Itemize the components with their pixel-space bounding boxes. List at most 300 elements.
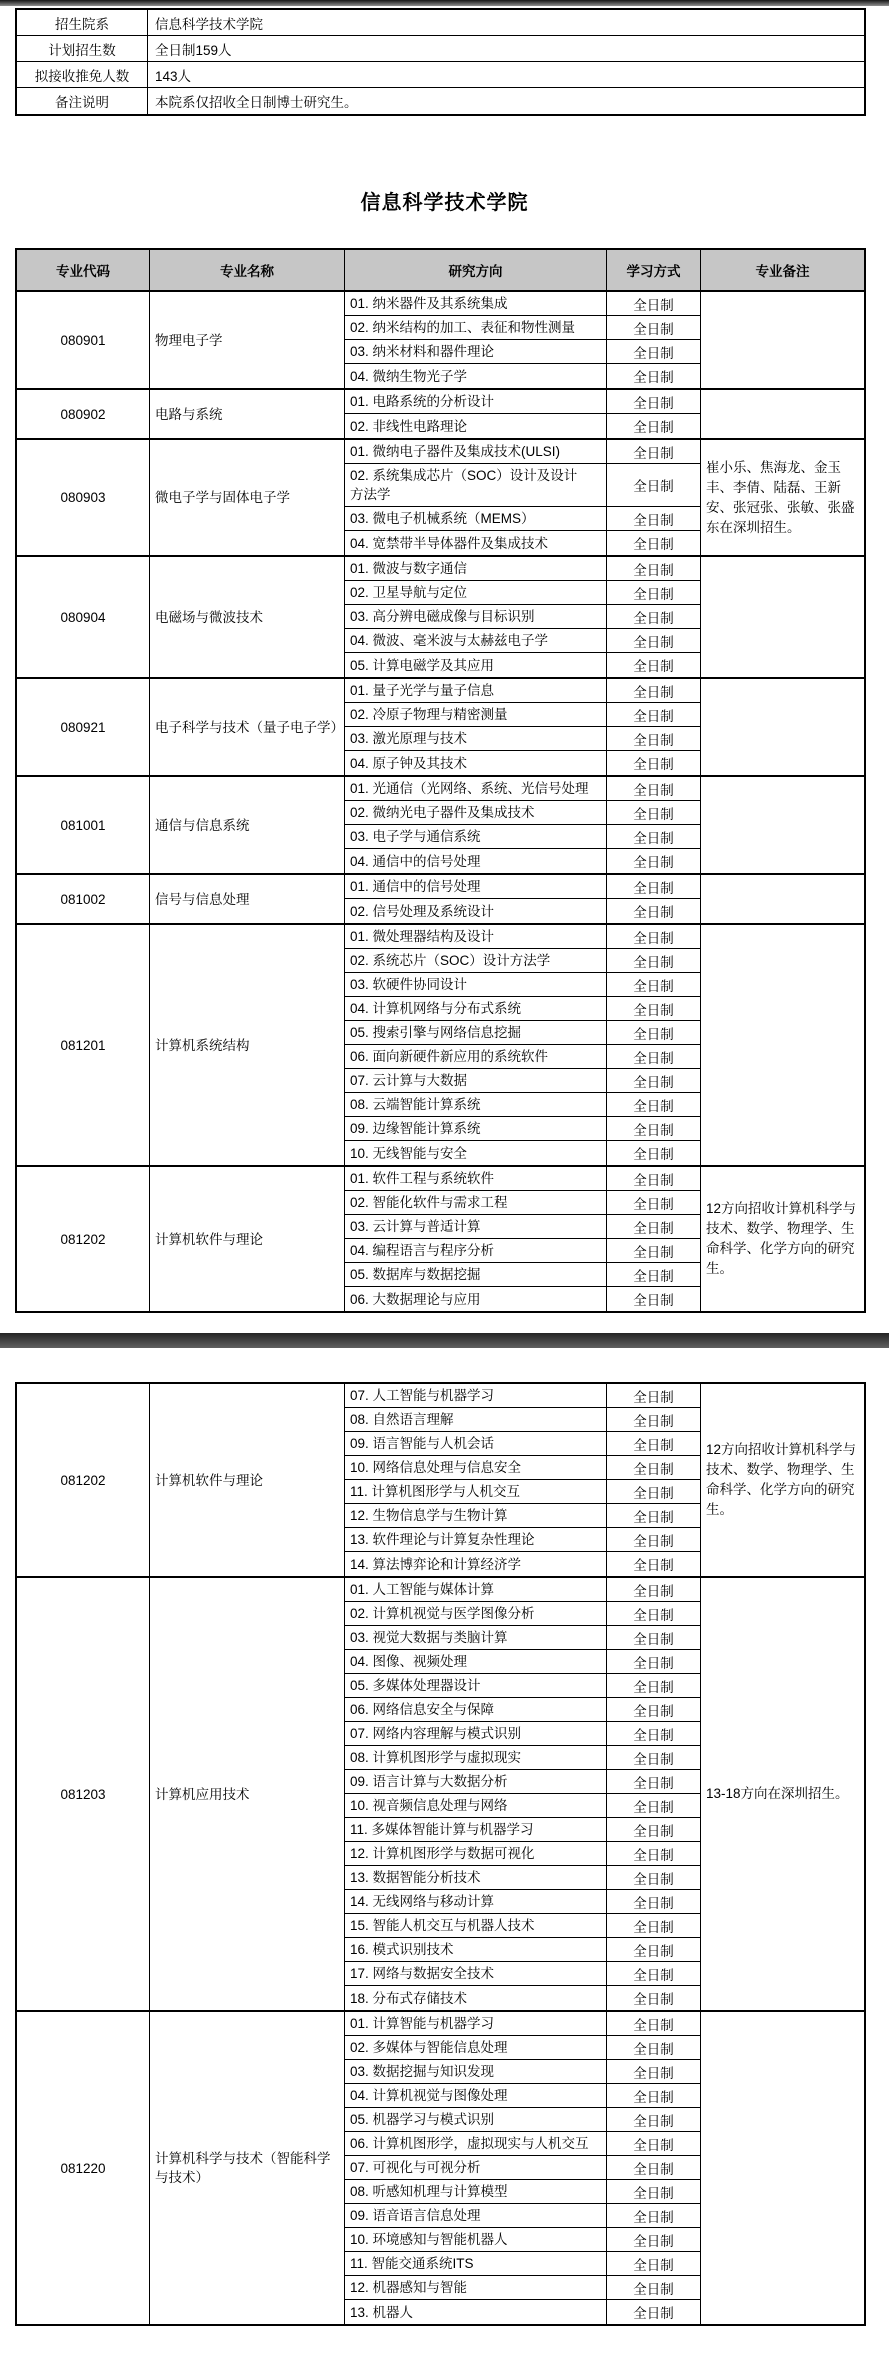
study-mode: 全日制 <box>607 1504 701 1527</box>
study-mode: 全日制 <box>607 1866 701 1889</box>
direction-row <box>345 825 701 849</box>
program-code: 081202 <box>17 1384 150 1576</box>
study-mode: 全日制 <box>607 557 701 580</box>
study-mode: 全日制 <box>607 2036 701 2059</box>
header-row <box>17 250 864 292</box>
study-mode: 全日制 <box>607 507 701 530</box>
direction-row <box>345 1456 701 1480</box>
direction-text: 05. 数据库与数据挖掘 <box>345 1263 607 1286</box>
direction-row <box>345 1552 701 1576</box>
directions <box>345 925 701 1165</box>
direction-row <box>345 679 701 703</box>
direction-text: 01. 软件工程与系统软件 <box>345 1167 607 1190</box>
direction-text: 01. 电路系统的分析设计 <box>345 390 607 413</box>
program-remark <box>701 390 864 438</box>
direction-text: 06. 网络信息安全与保障 <box>345 1698 607 1721</box>
direction-text: 02. 计算机视觉与医学图像分析 <box>345 1602 607 1625</box>
direction-text: 11. 计算机图形学与人机交互 <box>345 1480 607 1503</box>
program-row <box>17 679 864 777</box>
direction-row <box>345 1167 701 1191</box>
programs-table-page2 <box>15 1382 866 2326</box>
direction-text: 12. 机器感知与智能 <box>345 2276 607 2299</box>
program-row <box>17 875 864 925</box>
direction-text: 04. 微波、毫米波与太赫兹电子学 <box>345 629 607 652</box>
direction-row <box>345 1818 701 1842</box>
direction-text: 10. 无线智能与安全 <box>345 1141 607 1165</box>
study-mode: 全日制 <box>607 414 701 438</box>
study-mode: 全日制 <box>607 1794 701 1817</box>
direction-text: 01. 人工智能与媒体计算 <box>345 1578 607 1601</box>
study-mode: 全日制 <box>607 2180 701 2203</box>
direction-text: 18. 分布式存储技术 <box>345 1986 607 2010</box>
page-top-edge <box>0 0 889 6</box>
program-row <box>17 925 864 1167</box>
program-row <box>17 2012 864 2324</box>
direction-text: 01. 通信中的信号处理 <box>345 875 607 898</box>
direction-row <box>345 1045 701 1069</box>
direction-text: 04. 计算机网络与分布式系统 <box>345 997 607 1020</box>
direction-row <box>345 1722 701 1746</box>
info-value: 本院系仅招收全日制博士研究生。 <box>155 95 358 110</box>
direction-row <box>345 1650 701 1674</box>
study-mode: 全日制 <box>607 1384 701 1407</box>
study-mode: 全日制 <box>607 1117 701 1140</box>
direction-row <box>345 1770 701 1794</box>
program-remark <box>701 557 864 677</box>
study-mode: 全日制 <box>607 1528 701 1551</box>
program-code: 081220 <box>17 2012 150 2324</box>
column-header: 专业代码 <box>17 250 150 290</box>
direction-text: 04. 微纳生物光子学 <box>345 364 607 388</box>
study-mode: 全日制 <box>607 899 701 923</box>
direction-text: 03. 高分辨电磁成像与目标识别 <box>345 605 607 628</box>
info-label: 招生院系 <box>17 10 148 35</box>
direction-row <box>345 1432 701 1456</box>
direction-row <box>345 2060 701 2084</box>
direction-text: 02. 卫星导航与定位 <box>345 581 607 604</box>
direction-text: 04. 原子钟及其技术 <box>345 751 607 775</box>
study-mode: 全日制 <box>607 727 701 750</box>
direction-row <box>345 899 701 923</box>
direction-text: 07. 可视化与可视分析 <box>345 2156 607 2179</box>
direction-row <box>345 364 701 388</box>
directions <box>345 1384 701 1576</box>
direction-row <box>345 1528 701 1552</box>
direction-text: 08. 听感知机理与计算模型 <box>345 2180 607 2203</box>
program-code: 080903 <box>17 440 150 555</box>
direction-text: 14. 无线网络与移动计算 <box>345 1890 607 1913</box>
study-mode: 全日制 <box>607 1746 701 1769</box>
program-name: 物理电子学 <box>150 292 345 388</box>
directions <box>345 292 701 388</box>
program-code: 081201 <box>17 925 150 1165</box>
direction-row <box>345 605 701 629</box>
direction-text: 03. 软硬件协同设计 <box>345 973 607 996</box>
direction-text: 17. 网络与数据安全技术 <box>345 1962 607 1985</box>
direction-text: 07. 云计算与大数据 <box>345 1069 607 1092</box>
program-remark <box>701 679 864 775</box>
direction-text: 11. 多媒体智能计算与机器学习 <box>345 1818 607 1841</box>
direction-row <box>345 1938 701 1962</box>
direction-text: 03. 视觉大数据与类脑计算 <box>345 1626 607 1649</box>
direction-text: 02. 系统芯片（SOC）设计方法学 <box>345 949 607 972</box>
study-mode: 全日制 <box>607 2252 701 2275</box>
direction-row <box>345 1408 701 1432</box>
direction-row <box>345 340 701 364</box>
study-mode: 全日制 <box>607 1263 701 1286</box>
direction-row <box>345 1866 701 1890</box>
direction-row <box>345 997 701 1021</box>
direction-row <box>345 1191 701 1215</box>
study-mode: 全日制 <box>607 440 701 463</box>
study-mode: 全日制 <box>607 1191 701 1214</box>
direction-text: 03. 数据挖掘与知识发现 <box>345 2060 607 2083</box>
study-mode: 全日制 <box>607 2060 701 2083</box>
program-remark: 12方向招收计算机科学与技术、数学、物理学、生命科学、化学方向的研究生。 <box>706 1442 857 1517</box>
direction-text: 10. 网络信息处理与信息安全 <box>345 1456 607 1479</box>
study-mode: 全日制 <box>607 1650 701 1673</box>
study-mode: 全日制 <box>607 1914 701 1937</box>
direction-row <box>345 1384 701 1408</box>
study-mode: 全日制 <box>607 1456 701 1479</box>
program-code: 081202 <box>17 1167 150 1311</box>
study-mode: 全日制 <box>607 1578 701 1601</box>
direction-text: 11. 智能交通系统ITS <box>345 2252 607 2275</box>
info-table <box>15 8 866 116</box>
direction-row <box>345 1263 701 1287</box>
direction-row <box>345 1674 701 1698</box>
direction-text: 02. 纳米结构的加工、表征和物性测量 <box>345 316 607 339</box>
column-header: 专业备注 <box>755 264 810 279</box>
direction-text: 02. 系统集成芯片（SOC）设计及设计方法学 <box>345 464 607 506</box>
study-mode: 全日制 <box>607 1626 701 1649</box>
direction-row <box>345 1069 701 1093</box>
direction-row <box>345 464 701 507</box>
direction-text: 03. 纳米材料和器件理论 <box>345 340 607 363</box>
direction-row <box>345 1239 701 1263</box>
study-mode: 全日制 <box>607 2300 701 2324</box>
direction-row <box>345 1480 701 1504</box>
direction-row <box>345 531 701 555</box>
direction-text: 09. 语音语言信息处理 <box>345 2204 607 2227</box>
study-mode: 全日制 <box>607 1698 701 1721</box>
info-row <box>17 10 864 36</box>
direction-text: 03. 电子学与通信系统 <box>345 825 607 848</box>
study-mode: 全日制 <box>607 1938 701 1961</box>
direction-row <box>345 653 701 677</box>
direction-text: 13. 软件理论与计算复杂性理论 <box>345 1528 607 1551</box>
study-mode: 全日制 <box>607 2156 701 2179</box>
program-remark <box>701 2012 864 2324</box>
direction-text: 02. 信号处理及系统设计 <box>345 899 607 923</box>
study-mode: 全日制 <box>607 1890 701 1913</box>
direction-row <box>345 292 701 316</box>
study-mode: 全日制 <box>607 292 701 315</box>
direction-row <box>345 2012 701 2036</box>
direction-row <box>345 1602 701 1626</box>
study-mode: 全日制 <box>607 2276 701 2299</box>
study-mode: 全日制 <box>607 679 701 702</box>
study-mode: 全日制 <box>607 1602 701 1625</box>
direction-row <box>345 727 701 751</box>
study-mode: 全日制 <box>607 825 701 848</box>
study-mode: 全日制 <box>607 849 701 873</box>
direction-row <box>345 1287 701 1311</box>
direction-text: 01. 量子光学与量子信息 <box>345 679 607 702</box>
directions <box>345 1578 701 2010</box>
study-mode: 全日制 <box>607 973 701 996</box>
direction-row <box>345 1842 701 1866</box>
study-mode: 全日制 <box>607 777 701 800</box>
direction-text: 02. 微纳光电子器件及集成技术 <box>345 801 607 824</box>
direction-row <box>345 751 701 775</box>
directions <box>345 390 701 438</box>
direction-row <box>345 1021 701 1045</box>
direction-text: 13. 数据智能分析技术 <box>345 1866 607 1889</box>
direction-row <box>345 581 701 605</box>
program-name: 电路与系统 <box>150 390 345 438</box>
study-mode: 全日制 <box>607 629 701 652</box>
column-header: 学习方式 <box>607 250 701 290</box>
direction-text: 15. 智能人机交互与机器人技术 <box>345 1914 607 1937</box>
direction-text: 04. 宽禁带半导体器件及集成技术 <box>345 531 607 555</box>
program-row <box>17 292 864 390</box>
program-code: 081203 <box>17 1578 150 2010</box>
direction-row <box>345 1215 701 1239</box>
table-body-page1 <box>17 292 864 1311</box>
program-name: 计算机应用技术 <box>150 1578 345 2010</box>
study-mode: 全日制 <box>607 875 701 898</box>
direction-text: 04. 计算机视觉与图像处理 <box>345 2084 607 2107</box>
direction-text: 08. 云端智能计算系统 <box>345 1093 607 1116</box>
study-mode: 全日制 <box>607 364 701 388</box>
direction-text: 12. 计算机图形学与数据可视化 <box>345 1842 607 1865</box>
info-value: 143人 <box>155 68 192 84</box>
program-row <box>17 1578 864 2012</box>
program-code: 081001 <box>17 777 150 873</box>
directions <box>345 875 701 923</box>
study-mode: 全日制 <box>607 703 701 726</box>
program-name: 计算机软件与理论 <box>150 1167 345 1311</box>
direction-text: 07. 人工智能与机器学习 <box>345 1384 607 1407</box>
direction-text: 01. 纳米器件及其系统集成 <box>345 292 607 315</box>
direction-text: 12. 生物信息学与生物计算 <box>345 1504 607 1527</box>
study-mode: 全日制 <box>607 1021 701 1044</box>
study-mode: 全日制 <box>607 1770 701 1793</box>
info-label: 拟接收推免人数 <box>17 62 148 87</box>
direction-text: 04. 通信中的信号处理 <box>345 849 607 873</box>
direction-row <box>345 440 701 464</box>
program-remark <box>701 875 864 923</box>
direction-row <box>345 1986 701 2010</box>
direction-row <box>345 875 701 899</box>
study-mode: 全日制 <box>607 1432 701 1455</box>
study-mode: 全日制 <box>607 2132 701 2155</box>
direction-row <box>345 925 701 949</box>
info-row <box>17 88 864 114</box>
info-row <box>17 62 864 88</box>
study-mode: 全日制 <box>607 949 701 972</box>
direction-row <box>345 949 701 973</box>
direction-text: 04. 图像、视频处理 <box>345 1650 607 1673</box>
program-code: 080902 <box>17 390 150 438</box>
program-name: 计算机系统结构 <box>150 925 345 1165</box>
direction-text: 10. 视音频信息处理与网络 <box>345 1794 607 1817</box>
program-name: 电子科学与技术（量子电子学） <box>150 679 345 775</box>
study-mode: 全日制 <box>607 801 701 824</box>
direction-text: 03. 激光原理与技术 <box>345 727 607 750</box>
info-label: 计划招生数 <box>17 36 148 61</box>
program-code: 080901 <box>17 292 150 388</box>
study-mode: 全日制 <box>607 1842 701 1865</box>
study-mode: 全日制 <box>607 1141 701 1165</box>
direction-row <box>345 849 701 873</box>
program-remark: 12方向招收计算机科学与技术、数学、物理学、生命科学、化学方向的研究生。 <box>706 1201 857 1276</box>
direction-row <box>345 777 701 801</box>
direction-text: 01. 计算智能与机器学习 <box>345 2012 607 2035</box>
study-mode: 全日制 <box>607 316 701 339</box>
study-mode: 全日制 <box>607 1167 701 1190</box>
info-label: 备注说明 <box>17 88 148 114</box>
direction-row <box>345 2156 701 2180</box>
direction-row <box>345 2084 701 2108</box>
study-mode: 全日制 <box>607 1239 701 1262</box>
study-mode: 全日制 <box>607 925 701 948</box>
directions <box>345 777 701 873</box>
direction-text: 02. 多媒体与智能信息处理 <box>345 2036 607 2059</box>
direction-row <box>345 2204 701 2228</box>
direction-row <box>345 1578 701 1602</box>
direction-text: 01. 微纳电子器件及集成技术(ULSI) <box>345 440 607 463</box>
direction-text: 06. 计算机图形学，虚拟现实与人机交互 <box>345 2132 607 2155</box>
study-mode: 全日制 <box>607 1552 701 1576</box>
direction-row <box>345 801 701 825</box>
page-title: 信息科学技术学院 <box>360 192 529 214</box>
direction-row <box>345 2036 701 2060</box>
direction-row <box>345 703 701 727</box>
direction-row <box>345 316 701 340</box>
direction-row <box>345 2276 701 2300</box>
direction-text: 03. 微电子机械系统（MEMS） <box>345 507 607 530</box>
study-mode: 全日制 <box>607 751 701 775</box>
direction-row <box>345 2180 701 2204</box>
page-separator <box>0 1333 889 1348</box>
directions <box>345 557 701 677</box>
direction-text: 09. 语言智能与人机会话 <box>345 1432 607 1455</box>
program-row <box>17 390 864 440</box>
direction-row <box>345 1626 701 1650</box>
direction-row <box>345 1914 701 1938</box>
program-remark <box>701 925 864 1165</box>
direction-row <box>345 414 701 438</box>
programs-table-page1 <box>15 248 866 1313</box>
direction-row <box>345 1141 701 1165</box>
direction-row <box>345 1093 701 1117</box>
direction-text: 08. 自然语言理解 <box>345 1408 607 1431</box>
study-mode: 全日制 <box>607 1986 701 2010</box>
table-body-page2 <box>17 1384 864 2324</box>
study-mode: 全日制 <box>607 1480 701 1503</box>
program-remark <box>701 777 864 873</box>
program-name: 计算机软件与理论 <box>150 1384 345 1576</box>
study-mode: 全日制 <box>607 1722 701 1745</box>
program-row <box>17 1384 864 1578</box>
direction-text: 01. 光通信（光网络、系统、光信号处理 <box>345 777 607 800</box>
direction-text: 10. 环境感知与智能机器人 <box>345 2228 607 2251</box>
program-remark: 13-18方向在深圳招生。 <box>706 1786 849 1801</box>
program-name: 电磁场与微波技术 <box>150 557 345 677</box>
study-mode: 全日制 <box>607 2012 701 2035</box>
direction-text: 02. 智能化软件与需求工程 <box>345 1191 607 1214</box>
direction-text: 05. 机器学习与模式识别 <box>345 2108 607 2131</box>
program-row <box>17 777 864 875</box>
study-mode: 全日制 <box>607 464 701 506</box>
info-value: 信息科学技术学院 <box>155 16 263 32</box>
direction-text: 05. 多媒体处理器设计 <box>345 1674 607 1697</box>
directions <box>345 440 701 555</box>
study-mode: 全日制 <box>607 1408 701 1431</box>
direction-row <box>345 2108 701 2132</box>
direction-text: 06. 面向新硬件新应用的系统软件 <box>345 1045 607 1068</box>
study-mode: 全日制 <box>607 340 701 363</box>
direction-row <box>345 1890 701 1914</box>
direction-text: 07. 网络内容理解与模式识别 <box>345 1722 607 1745</box>
info-row <box>17 36 864 62</box>
direction-text: 05. 计算电磁学及其应用 <box>345 653 607 677</box>
study-mode: 全日制 <box>607 1215 701 1238</box>
study-mode: 全日制 <box>607 581 701 604</box>
direction-row <box>345 2252 701 2276</box>
program-code: 081002 <box>17 875 150 923</box>
direction-text: 06. 大数据理论与应用 <box>345 1287 607 1311</box>
direction-text: 01. 微波与数字通信 <box>345 557 607 580</box>
direction-row <box>345 973 701 997</box>
column-header: 研究方向 <box>345 250 607 290</box>
direction-text: 02. 冷原子物理与精密测量 <box>345 703 607 726</box>
program-name: 信号与信息处理 <box>150 875 345 923</box>
direction-text: 09. 语言计算与大数据分析 <box>345 1770 607 1793</box>
direction-text: 13. 机器人 <box>345 2300 607 2324</box>
study-mode: 全日制 <box>607 997 701 1020</box>
direction-text: 05. 搜索引擎与网络信息挖掘 <box>345 1021 607 1044</box>
direction-row <box>345 1504 701 1528</box>
direction-text: 03. 云计算与普适计算 <box>345 1215 607 1238</box>
direction-text: 01. 微处理器结构及设计 <box>345 925 607 948</box>
study-mode: 全日制 <box>607 2108 701 2131</box>
study-mode: 全日制 <box>607 1818 701 1841</box>
direction-row <box>345 2132 701 2156</box>
study-mode: 全日制 <box>607 390 701 413</box>
program-code: 080904 <box>17 557 150 677</box>
direction-text: 04. 编程语言与程序分析 <box>345 1239 607 1262</box>
program-row <box>17 1167 864 1311</box>
study-mode: 全日制 <box>607 653 701 677</box>
direction-row <box>345 1698 701 1722</box>
study-mode: 全日制 <box>607 2084 701 2107</box>
direction-row <box>345 390 701 414</box>
study-mode: 全日制 <box>607 531 701 555</box>
program-row <box>17 557 864 679</box>
study-mode: 全日制 <box>607 1045 701 1068</box>
info-value: 全日制159人 <box>155 42 232 58</box>
study-mode: 全日制 <box>607 1962 701 1985</box>
program-name: 计算机科学与技术（智能科学与技术） <box>150 2012 345 2324</box>
study-mode: 全日制 <box>607 1674 701 1697</box>
program-name: 通信与信息系统 <box>150 777 345 873</box>
direction-row <box>345 557 701 581</box>
direction-row <box>345 2300 701 2324</box>
direction-row <box>345 507 701 531</box>
